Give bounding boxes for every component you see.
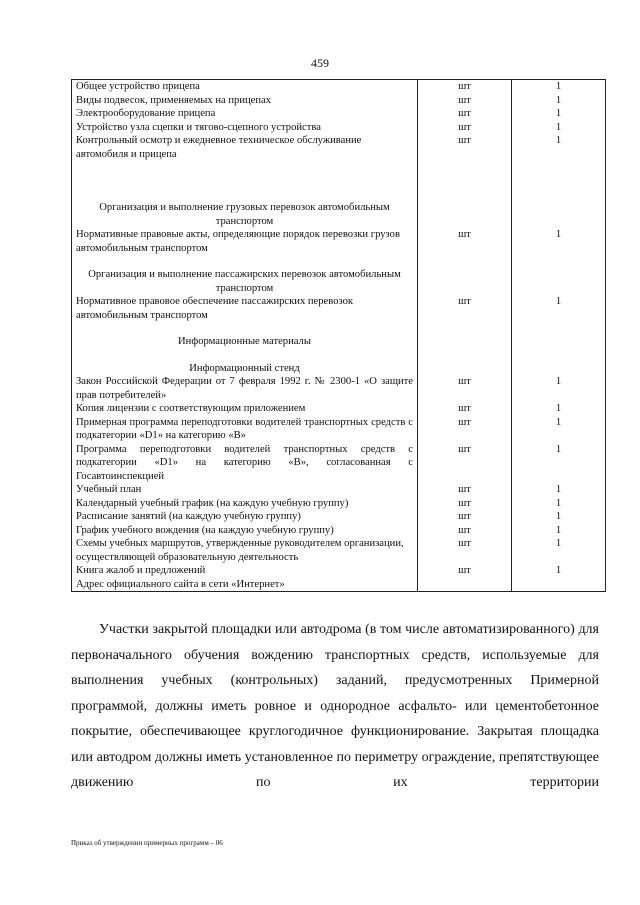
blank-row — [72, 161, 606, 201]
item-unit: шт — [418, 107, 512, 121]
item-unit: шт — [418, 121, 512, 135]
table-row — [72, 524, 606, 538]
item-name: Общее устройство прицепа — [72, 80, 418, 94]
item-name: Программа переподготовки водителей транспортных средств с подкатегории «D1» на категорию «В», согласованная с Госавтоинспекцией — [72, 443, 418, 484]
table-row — [72, 564, 606, 578]
item-unit: шт — [418, 564, 512, 578]
item-quantity: 1 — [512, 443, 606, 484]
item-quantity: 1 — [512, 228, 606, 255]
table-row — [72, 483, 606, 497]
equipment-table — [71, 79, 606, 592]
item-unit: шт — [418, 497, 512, 511]
item-quantity: 1 — [512, 121, 606, 135]
item-quantity: 1 — [512, 402, 606, 416]
item-quantity: 1 — [512, 94, 606, 108]
item-unit: шт — [418, 443, 512, 484]
item-quantity: 1 — [512, 497, 606, 511]
item-unit: шт — [418, 375, 512, 402]
table-row — [72, 80, 606, 94]
item-unit: шт — [418, 510, 512, 524]
item-quantity: 1 — [512, 537, 606, 564]
item-name: Копия лицензии с соответствующим приложением — [72, 402, 418, 416]
item-name: Схемы учебных маршрутов, утвержденные руководителем организации, осуществляющей образовательную деятельность — [72, 537, 418, 564]
item-name: Книга жалоб и предложений — [72, 564, 418, 578]
item-name: Виды подвесок, применяемых на прицепах — [72, 94, 418, 108]
section-heading-row — [72, 201, 606, 228]
item-name: Расписание занятий (на каждую учебную группу) — [72, 510, 418, 524]
blank-row — [72, 255, 606, 268]
section-heading: Организация и выполнение пассажирских перевозок автомобильным транспортом — [72, 268, 418, 295]
item-name: Нормативное правовое обеспечение пассажирских перевозок автомобильным транспортом — [72, 295, 418, 322]
item-quantity: 1 — [512, 80, 606, 94]
item-quantity: 1 — [512, 107, 606, 121]
item-unit: шт — [418, 402, 512, 416]
table-row — [72, 510, 606, 524]
item-unit: шт — [418, 483, 512, 497]
item-name: Устройство узла сцепки и тягово-сцепного устройства — [72, 121, 418, 135]
section-heading-row — [72, 362, 606, 376]
item-quantity: 1 — [512, 564, 606, 578]
section-heading-row — [72, 335, 606, 349]
table-row — [72, 121, 606, 135]
item-unit: шт — [418, 80, 512, 94]
item-name: Примерная программа переподготовки водителей транспортных средств с подкатегории «D1» на категорию «В» — [72, 416, 418, 443]
item-name: Календарный учебный график (на каждую учебную группу) — [72, 497, 418, 511]
section-heading-row — [72, 268, 606, 295]
item-name: Контрольный осмотр и ежедневное техническое обслуживание автомобиля и прицепа — [72, 134, 418, 161]
table-row — [72, 443, 606, 484]
item-unit: шт — [418, 134, 512, 161]
item-quantity: 1 — [512, 416, 606, 443]
blank-row — [72, 322, 606, 335]
section-heading: Информационные материалы — [72, 335, 418, 349]
table-row — [72, 375, 606, 402]
item-unit: шт — [418, 94, 512, 108]
item-unit: шт — [418, 295, 512, 322]
item-name: Адрес официального сайта в сети «Интернет» — [72, 578, 418, 592]
item-quantity: 1 — [512, 295, 606, 322]
table-row — [72, 402, 606, 416]
table-row — [72, 537, 606, 564]
item-quantity: 1 — [512, 134, 606, 161]
item-quantity — [512, 578, 606, 592]
item-quantity: 1 — [512, 510, 606, 524]
item-name: График учебного вождения (на каждую учебную группу) — [72, 524, 418, 538]
table-row — [72, 228, 606, 255]
item-unit — [418, 578, 512, 592]
table-row — [72, 107, 606, 121]
section-heading: Информационный стенд — [72, 362, 418, 376]
table-row — [72, 578, 606, 592]
table-row — [72, 134, 606, 161]
item-name: Закон Российской Федерации от 7 февраля 1992 г. № 2300-1 «О защите прав потребителей» — [72, 375, 418, 402]
item-unit: шт — [418, 228, 512, 255]
item-name: Нормативные правовые акты, определяющие порядок перевозки грузов автомобильным транспортом — [72, 228, 418, 255]
body-paragraph: Участки закрытой площадки или автодрома (в том числе автоматизированного) для первоначального обучения вождению транспортных средств, используемые для выполнения учебных (контрольных) заданий, предусмотренных Примерной программой, должны иметь ровное и однородное асфальто- или цементобетонное покрытие, обеспечивающее круглогодичное функционирование. Закрытая площадка или автодром должны иметь установленное по периметру ограждение, препятствующее движению по их территории — [71, 622, 599, 790]
table-row — [72, 94, 606, 108]
table-row — [72, 295, 606, 322]
item-name: Учебный план — [72, 483, 418, 497]
item-quantity: 1 — [512, 524, 606, 538]
item-unit: шт — [418, 416, 512, 443]
item-quantity: 1 — [512, 375, 606, 402]
item-quantity: 1 — [512, 483, 606, 497]
table-row — [72, 497, 606, 511]
blank-row — [72, 349, 606, 362]
page-number: 459 — [311, 56, 329, 70]
table-row — [72, 416, 606, 443]
page-footer: Приказ об утверждении примерных программ – 06 — [71, 839, 223, 847]
item-unit: шт — [418, 524, 512, 538]
item-unit: шт — [418, 537, 512, 564]
section-heading: Организация и выполнение грузовых перевозок автомобильным транспортом — [72, 201, 418, 228]
item-name: Электрооборудование прицепа — [72, 107, 418, 121]
